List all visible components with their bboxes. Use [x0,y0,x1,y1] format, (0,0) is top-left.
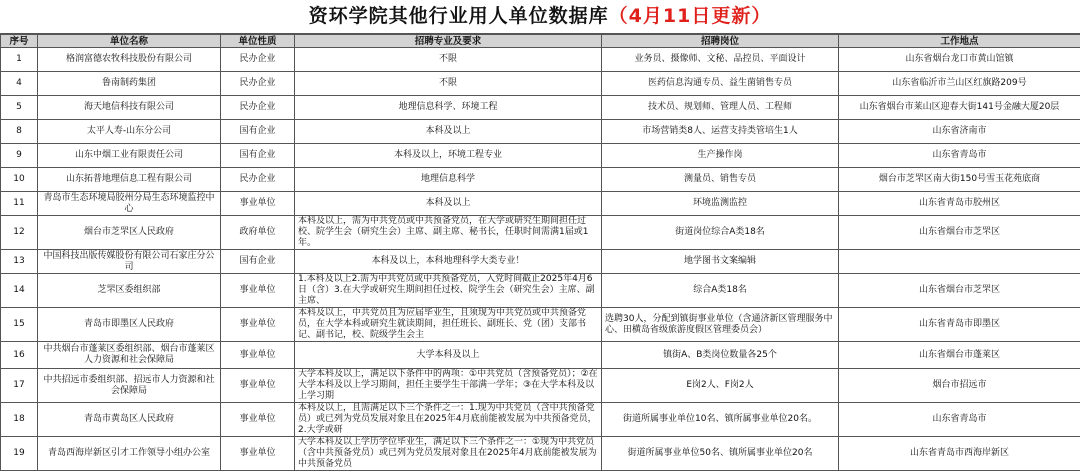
cell-type[interactable]: 国有企业 [221,120,295,144]
cell-name[interactable]: 太平人寿-山东分公司 [38,120,221,144]
cell-requirements[interactable]: 本科及以上 [295,192,602,216]
cell-name[interactable]: 中国科技出版传媒股份有限公司石家庄分公司 [38,250,221,274]
cell-type[interactable]: 国有企业 [221,250,295,274]
cell-type[interactable]: 民办企业 [221,72,295,96]
cell-post[interactable]: 医药信息沟通专员、益生菌销售专员 [602,72,839,96]
cell-type[interactable]: 政府单位 [221,216,295,250]
cell-post[interactable]: 环境监测监控 [602,192,839,216]
cell-post[interactable]: 地学图书文案编辑 [602,250,839,274]
table-row [1,308,1080,342]
cell-type[interactable]: 事业单位 [221,274,295,308]
cell-requirements[interactable]: 不限 [295,48,602,72]
cell-post[interactable]: 测量员、销售专员 [602,168,839,192]
title-main: 资环学院其他行业用人单位数据库 [309,5,609,27]
cell-post[interactable]: 业务员、摄像师、文秘、品控员、平面设计 [602,48,839,72]
cell-requirements[interactable]: 地理信息科学 [295,168,602,192]
cell-name[interactable]: 中共烟台市蓬莱区委组织部、烟台市蓬莱区人力资源和社会保障局 [38,342,221,369]
cell-seq[interactable]: 9 [1,144,38,168]
title-update-date: （4月11日更新） [609,5,772,27]
cell-requirements[interactable]: 大学本科及以上 [295,342,602,369]
cell-location[interactable]: 烟台市芝罘区南大街150号雪玉花苑底商 [839,168,1080,192]
sheet-title [0,0,1080,34]
cell-type[interactable]: 事业单位 [221,403,295,437]
cell-post[interactable]: 街道岗位综合A类18名 [602,216,839,250]
cell-requirements[interactable]: 1.本科及以上2.需为中共党员或中共预备党员，入党时间截止2025年4月6日（含）3.在大学或研究生期间担任过校、院学生会（研究生会）主席、副主席、 [295,274,602,308]
cell-requirements[interactable]: 本科及以上，且需满足以下三个条件之一：1.现为中共党员（含中共预备党员）或已列为党员发展对象且在2025年4月底前能被发展为中共预备党员，2.大学或研 [295,403,602,437]
table-row [1,216,1080,250]
cell-requirements[interactable]: 不限 [295,72,602,96]
cell-location[interactable]: 山东省烟台市芝罘区 [839,216,1080,250]
header-type[interactable]: 单位性质 [221,35,295,48]
cell-location[interactable]: 山东省烟台市芝罘区 [839,274,1080,308]
table-row [1,96,1080,120]
table-row [1,192,1080,216]
cell-seq[interactable]: 10 [1,168,38,192]
cell-type[interactable]: 事业单位 [221,369,295,403]
cell-requirements[interactable]: 本科及以上，环境工程专业 [295,144,602,168]
cell-name[interactable]: 中共招远市委组织部、招远市人力资源和社会保障局 [38,369,221,403]
table-row [1,274,1080,308]
table-row [1,403,1080,437]
cell-post[interactable]: 综合A类18名 [602,274,839,308]
cell-post[interactable]: 技术员、规划师、管理人员、工程师 [602,96,839,120]
cell-seq[interactable]: 11 [1,192,38,216]
cell-post[interactable]: 生产操作岗 [602,144,839,168]
cell-type[interactable]: 事业单位 [221,437,295,471]
cell-location[interactable]: 山东省烟台市莱山区迎春大街141号金融大厦20层 [839,96,1080,120]
cell-seq[interactable]: 13 [1,250,38,274]
table-row [1,72,1080,96]
cell-seq[interactable]: 15 [1,308,38,342]
cell-location[interactable]: 山东省烟台龙口市黄山馆镇 [839,48,1080,72]
cell-post[interactable]: 市场营销类8人、运营支持类管培生1人 [602,120,839,144]
cell-name[interactable]: 鲁南制药集团 [38,72,221,96]
table-row [1,144,1080,168]
header-location[interactable]: 工作地点 [839,35,1080,48]
cell-location[interactable]: 烟台市招远市 [839,369,1080,403]
header-row [1,35,1080,48]
cell-type[interactable]: 事业单位 [221,192,295,216]
cell-requirements[interactable]: 本科及以上，需为中共党员或中共预备党员，在大学或研究生期间担任过校、院学生会（研究生会）主席、副主席、秘书长，任职时间需满1届或1年。 [295,216,602,250]
cell-requirements[interactable]: 地理信息科学、环境工程 [295,96,602,120]
table-row [1,437,1080,471]
cell-name[interactable]: 格润富德农牧科技股份有限公司 [38,48,221,72]
table-row [1,48,1080,72]
cell-type[interactable]: 民办企业 [221,96,295,120]
cell-post[interactable]: 镇街A、B类岗位数量各25个 [602,342,839,369]
table-row [1,342,1080,369]
cell-requirements[interactable]: 本科及以上 [295,120,602,144]
cell-seq[interactable]: 4 [1,72,38,96]
cell-location[interactable] [839,250,1080,274]
cell-post[interactable]: 街道所属事业单位50名、镇所属事业单位20名 [602,437,839,471]
cell-seq[interactable]: 16 [1,342,38,369]
cell-name[interactable]: 青岛市黄岛区人民政府 [38,403,221,437]
cell-post[interactable]: E岗2人、F岗2人 [602,369,839,403]
header-post[interactable]: 招聘岗位 [602,35,839,48]
cell-location[interactable]: 山东省烟台市蓬莱区 [839,342,1080,369]
cell-requirements[interactable]: 本科及以上，中共党员且为应届毕业生，且须现为中共党员或中共预备党员，在大学本科或研究生就读期间，担任班长、副班长、党（团）支部书记、副书记，校、院级学生会主 [295,308,602,342]
cell-type[interactable]: 事业单位 [221,308,295,342]
header-seq[interactable]: 序号 [1,35,38,48]
cell-location[interactable]: 山东省青岛市 [839,403,1080,437]
cell-type[interactable]: 事业单位 [221,342,295,369]
cell-seq[interactable]: 5 [1,96,38,120]
cell-requirements[interactable]: 大学本科及以上学历学位毕业生，满足以下三个条件之一：①现为中共党员（含中共预备党员）或已列为党员发展对象且在2025年4月底前能被发展为中共预备党员 [295,437,602,471]
cell-requirements[interactable]: 大学本科及以上，满足以下条件中的两项：①中共党员（含预备党员）；②在大学本科及以上学习期间，担任主要学生干部满一学年；③在大学本科及以上学习期 [295,369,602,403]
cell-requirements[interactable]: 本科及以上，本科地理科学大类专业！ [295,250,602,274]
cell-location[interactable]: 山东省青岛市 [839,144,1080,168]
table-row [1,120,1080,144]
cell-post[interactable]: 选聘30人，分配到镇街事业单位（含通济新区管理服务中心、田横岛省级旅游度假区管理委员会） [602,308,839,342]
cell-seq[interactable]: 18 [1,403,38,437]
cell-seq[interactable]: 17 [1,369,38,403]
cell-seq[interactable]: 8 [1,120,38,144]
cell-seq[interactable]: 12 [1,216,38,250]
table-row [1,168,1080,192]
cell-name[interactable]: 山东拓普地理信息工程有限公司 [38,168,221,192]
cell-location[interactable]: 山东省临沂市兰山区红旗路209号 [839,72,1080,96]
cell-seq[interactable]: 1 [1,48,38,72]
cell-name[interactable]: 青岛市生态环境局胶州分局生态环境监控中心 [38,192,221,216]
header-requirements[interactable]: 招聘专业及要求 [295,35,602,48]
header-name[interactable]: 单位名称 [38,35,221,48]
cell-type[interactable]: 民办企业 [221,48,295,72]
cell-location[interactable]: 山东省青岛市胶州区 [839,192,1080,216]
table-row [1,250,1080,274]
cell-seq[interactable]: 19 [1,437,38,471]
cell-seq[interactable]: 14 [1,274,38,308]
cell-name[interactable]: 青岛西海岸新区引才工作领导小组办公室 [38,437,221,471]
employer-table [0,34,1080,471]
cell-location[interactable]: 山东省青岛市即墨区 [839,308,1080,342]
table-row [1,369,1080,403]
cell-location[interactable]: 山东省济南市 [839,120,1080,144]
cell-type[interactable]: 国有企业 [221,144,295,168]
cell-name[interactable]: 青岛市即墨区人民政府 [38,308,221,342]
cell-location[interactable]: 山东省青岛市西海岸新区 [839,437,1080,471]
cell-name[interactable]: 烟台市芝罘区人民政府 [38,216,221,250]
cell-post[interactable]: 街道所属事业单位10名、镇所属事业单位20名。 [602,403,839,437]
cell-name[interactable]: 山东中烟工业有限责任公司 [38,144,221,168]
cell-type[interactable]: 民办企业 [221,168,295,192]
cell-name[interactable]: 海天地信科技有限公司 [38,96,221,120]
cell-name[interactable]: 芝罘区委组织部 [38,274,221,308]
